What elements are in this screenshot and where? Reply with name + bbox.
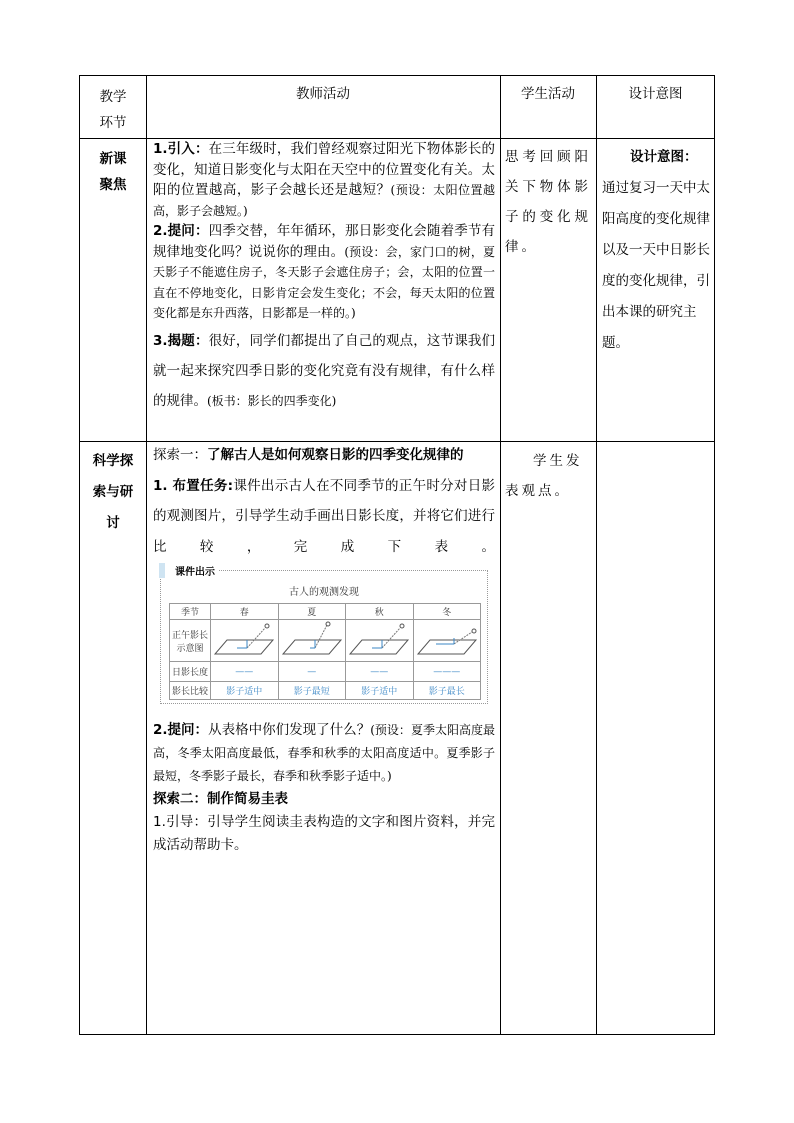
length-spring: —— <box>211 662 279 682</box>
stage-explore: 科学探 索与研 讨 <box>92 453 134 531</box>
header-design: 设计意图 <box>628 86 683 102</box>
compare-spring: 影子适中 <box>211 682 279 700</box>
design-intent: 设计意图：通过复习一天中太阳高度的变化规律以及一天中日影长度的变化规律，引出本课的研究主题。 <box>602 149 710 351</box>
compare-autumn: 影子适中 <box>346 682 414 700</box>
compare-summer: 影子最短 <box>278 682 346 700</box>
student-activity-2: 学生发表观点。 <box>505 453 583 499</box>
shadow-diagram-autumn <box>346 620 414 662</box>
shadow-diagram-summer <box>278 620 346 662</box>
figure-title: 古人的观测发现 <box>289 587 359 598</box>
student-activity-1: 思考回顾阳关下物体影子的变化规律。 <box>505 149 591 255</box>
season-header: 季节 <box>170 604 211 620</box>
season-autumn: 秋 <box>346 604 414 620</box>
length-row-label: 日影长度 <box>170 662 211 682</box>
compare-winter: 影子最长 <box>413 682 481 700</box>
diagram-row-label: 正午影长示意图 <box>170 620 211 662</box>
courseware-figure <box>160 567 488 704</box>
header-stage: 教学 环节 <box>99 89 127 131</box>
length-summer: — <box>278 662 346 682</box>
season-summer: 夏 <box>278 604 346 620</box>
shadow-diagram-spring <box>211 620 279 662</box>
explore-one: 探索一：了解古人是如何观察日影的四季变化规律的 1. 布置任务:课件出示古人在不同季节的正午时分对日影的观测图片，引导学生动手画出日影长度，并将它们进行比较，完成下表。 <box>153 447 496 555</box>
stage-new-lesson: 新课 聚焦 <box>99 151 127 193</box>
teacher-activity-intro: 1.引入：在三年级时，我们曾经观察过阳光下物体影长的变化，知道日影变化与太阳在天空中的位置变化有关。太阳的位置越高，影子会越长还是越短？(预设：太阳位置越高，影子会越短。) 2.提问：四季交替，年年循环，那日影变化会随着季节有规律地变化吗？说说你的理由。(预设：会，家门口的树，夏天影子不能遮住房子，冬天影子会遮住房子；会，太阳的位置一直在不停地变化，日影肯定会发生变化；不会，每天太阳的位置变化都是东升西落，日影都是一样的。) 3.揭题：很好，同学们都提出了自己的观点，这节课我们就一起来探究四季日影的变化究竟有没有规律，有什么样的规律。(板书：影长的四季变化) <box>153 141 496 409</box>
shadow-diagram-winter <box>413 620 481 662</box>
length-autumn: —— <box>346 662 414 682</box>
explore-two: 2.提问：从表格中你们发现了什么？(预设：夏季太阳高度最高，冬季太阳高度最低，春季和秋季的太阳高度适中。夏季影子最短，冬季影子最长，春季和秋季影子适中。) 探索二：制作简易圭表 1.引导：引导学生阅读圭表构造的文字和图片资料，并完成活动帮助卡。 <box>153 722 496 853</box>
figure-tag: 课件出示 <box>159 563 218 578</box>
header-student: 学生活动 <box>521 86 575 102</box>
compare-row-label: 影长比较 <box>170 682 211 700</box>
header-teacher: 教师活动 <box>296 86 350 102</box>
season-spring: 春 <box>211 604 279 620</box>
length-winter: ——— <box>413 662 481 682</box>
season-winter: 冬 <box>413 604 481 620</box>
observation-table <box>169 603 481 700</box>
